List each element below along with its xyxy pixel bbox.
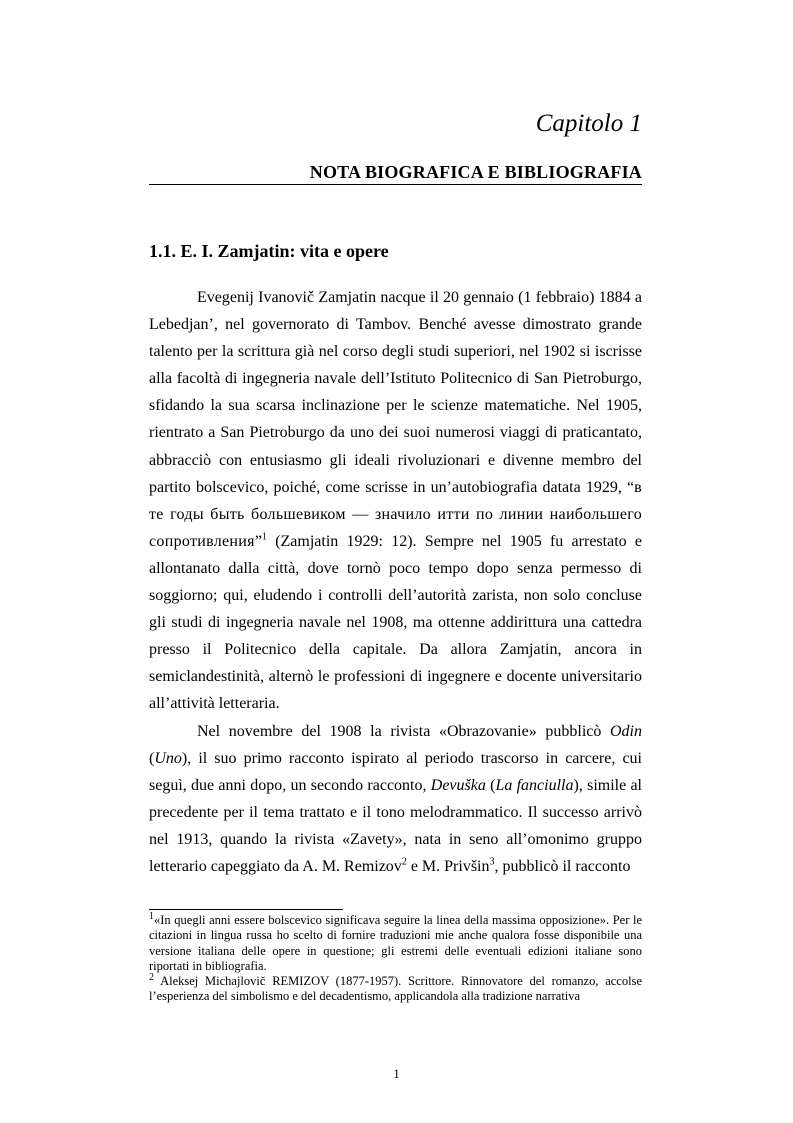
footnote-ref-3[interactable]: 3 <box>489 856 495 868</box>
closing-quote: ” <box>254 532 262 550</box>
paragraph-2-text-f: e M. Privšin <box>406 857 490 875</box>
paragraph-1-text-c: (Zamjatin 1929: 12). Sempre nel 1905 fu arrestato e allontanato dalla città, dove tornò poco tempo dopo senza permesso di soggiorno; qui, eludendo i controlli dell’autorità zarista, non solo concluse gli studi di ingegneria navale nel 1908, ma ottenne addirittura una cattedra presso il Politecnico della capitale. Da allora Zamjatin, ancora in semiclandestinità, alternò le professioni di ingegnere e docente universitario all’attività letteraria. <box>149 532 642 713</box>
paragraph-2-text-a: Nel novembre del 1908 la rivista «Obrazovanie» pubblicò <box>197 722 610 740</box>
paragraph-2-text-e: ), simile al precedente per il tema trattato e il tono melodrammatico. Il successo arrivò nel 1913, quando la rivista «Zavety», nata in seno all’omonimo gruppo letterario capeggiato da A. M. Remizov <box>149 776 643 875</box>
title-la-fanciulla: La fanciulla <box>495 776 574 794</box>
page-number: 1 <box>393 1066 400 1081</box>
footnotes <box>149 910 642 1005</box>
title-devuska: Devuška <box>430 776 486 794</box>
footnote-ref-2[interactable]: 2 <box>401 856 407 868</box>
paragraph-1-text-a: Evegenij Ivanovič Zamjatin nacque il 20 gennaio (1 febbraio) 1884 a Lebedjan’, nel governorato di Tambov. Benché avesse dimostrato grande talento per la scrittura già nel corso degli studi superiori, nel 1902 si iscrisse alla facoltà di ingegneria navale dell’Istituto Politecnico di San Pietroburgo, sfidando la sua scarsa inclinazione per le scienze matematiche. Nel 1905, rientrato a San Pietroburgo da uno dei suoi numerosi viaggi di praticantato, abbracciò con entusiasmo gli ideali rivoluzionari e divenne membro del partito bolscevico, poiché, come scrisse in un’autobiografia datata 1929, “ <box>149 289 642 496</box>
footnote-ref-1[interactable]: 1 <box>261 531 267 543</box>
footnote-2-number: 2 <box>149 972 154 984</box>
chapter-title: NOTA BIOGRAFICA E BIBLIOGRAFIA <box>309 162 642 182</box>
title-uno: Uno <box>154 749 182 767</box>
paragraph-1 <box>149 284 642 718</box>
paragraph-2-text-c: ), il suo primo racconto ispirato al periodo trascorso in carcere, cui seguì, due anni dopo, un secondo racconto, <box>149 749 642 794</box>
footnote-divider <box>149 909 343 910</box>
title-divider <box>149 184 642 185</box>
footnote-1-text: «In quegli anni essere bolscevico significava seguire la linea della massima opposizione». Per le citazioni in lingua russa ho scelto di fornire traduzioni mie anche qualora fosse disponibile una versione italiana delle opere in questione; gli estremi delle eventuali edizioni italiane sono riportati in bibliografia. <box>149 913 642 973</box>
footnote-2-text: Aleksej Michajlovič REMIZOV (1877-1957). Scrittore. Rinnovatore del romanzo, accolse l’esperienza del simbolismo e del decadentismo, applicandola alla tradizione narrativa <box>149 974 642 1004</box>
footnote-1-number: 1 <box>149 910 154 922</box>
footnote-1 <box>149 910 642 974</box>
body-text <box>149 284 642 880</box>
russian-quote: в те годы быть большевиком — значило итти по линии наибольшего сопротивления <box>149 478 642 550</box>
paragraph-2-text-g: , pubblicò il racconto <box>494 857 631 875</box>
paragraph-2-text-b: ( <box>149 749 155 767</box>
title-odin: Odin <box>610 722 642 740</box>
footnote-2 <box>149 974 642 1005</box>
section-heading: 1.1. E. I. Zamjatin: vita e opere <box>149 241 389 261</box>
chapter-label: Capitolo 1 <box>535 110 642 137</box>
paragraph-2 <box>149 718 642 881</box>
paragraph-2-text-d: ( <box>485 776 496 794</box>
